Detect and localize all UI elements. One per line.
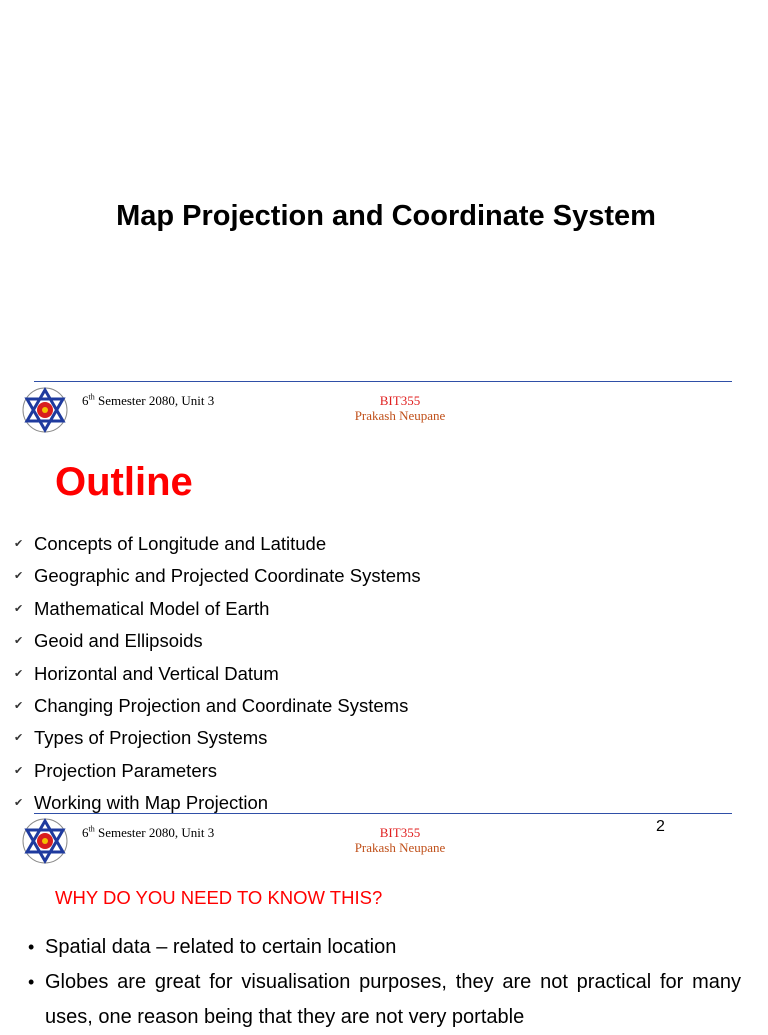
list-item: ✔ Types of Projection Systems xyxy=(14,724,421,756)
author-name: Prakash Neupane xyxy=(354,408,446,423)
list-item: ✔ Mathematical Model of Earth xyxy=(14,595,421,627)
footer-course xyxy=(300,393,500,423)
list-item: • Globes are great for visualisation purposes, they are not practical for many uses, one reason being that they are not very portable xyxy=(28,965,741,1035)
outline-heading: Outline xyxy=(55,460,193,504)
outline-list xyxy=(14,530,421,822)
checkmark-icon: ✔ xyxy=(14,667,24,680)
page-number: 2 xyxy=(656,818,665,835)
course-code: BIT355 xyxy=(379,825,421,840)
bullet-dot-icon: • xyxy=(28,937,35,957)
slide-title: Map Projection and Coordinate System xyxy=(116,200,656,232)
list-item: ✔ Geographic and Projected Coordinate Systems xyxy=(14,562,421,594)
slide-divider xyxy=(34,813,732,814)
college-emblem-icon xyxy=(21,817,69,865)
list-item: ✔ Horizontal and Vertical Datum xyxy=(14,660,421,692)
checkmark-icon: ✔ xyxy=(14,570,24,583)
list-item: ✔ Concepts of Longitude and Latitude xyxy=(14,530,421,562)
checkmark-icon: ✔ xyxy=(14,635,24,648)
list-item: ✔ Working with Map Projection xyxy=(14,789,421,821)
author-name: Prakash Neupane xyxy=(354,840,446,855)
list-item: • Spatial data – related to certain location xyxy=(28,930,741,965)
bullet-dot-icon: • xyxy=(28,972,35,992)
why-heading: WHY DO YOU NEED TO KNOW THIS? xyxy=(55,887,383,908)
college-emblem-icon xyxy=(21,386,69,434)
footer-semester: 6th Semester 2080, Unit 3 xyxy=(82,392,215,408)
checkmark-icon: ✔ xyxy=(14,732,24,745)
footer-semester: 6th Semester 2080, Unit 3 xyxy=(82,824,215,840)
checkmark-icon: ✔ xyxy=(14,602,24,615)
slide-divider xyxy=(34,381,732,382)
list-item: ✔ Projection Parameters xyxy=(14,757,421,789)
bullet-list xyxy=(28,930,741,1035)
checkmark-icon: ✔ xyxy=(14,797,24,810)
checkmark-icon: ✔ xyxy=(14,538,24,550)
checkmark-icon: ✔ xyxy=(14,699,24,712)
checkmark-icon: ✔ xyxy=(14,764,24,777)
list-item: ✔ Changing Projection and Coordinate Systems xyxy=(14,692,421,724)
footer-course xyxy=(300,825,500,855)
course-code: BIT355 xyxy=(379,393,421,408)
list-item: ✔ Geoid and Ellipsoids xyxy=(14,627,421,659)
